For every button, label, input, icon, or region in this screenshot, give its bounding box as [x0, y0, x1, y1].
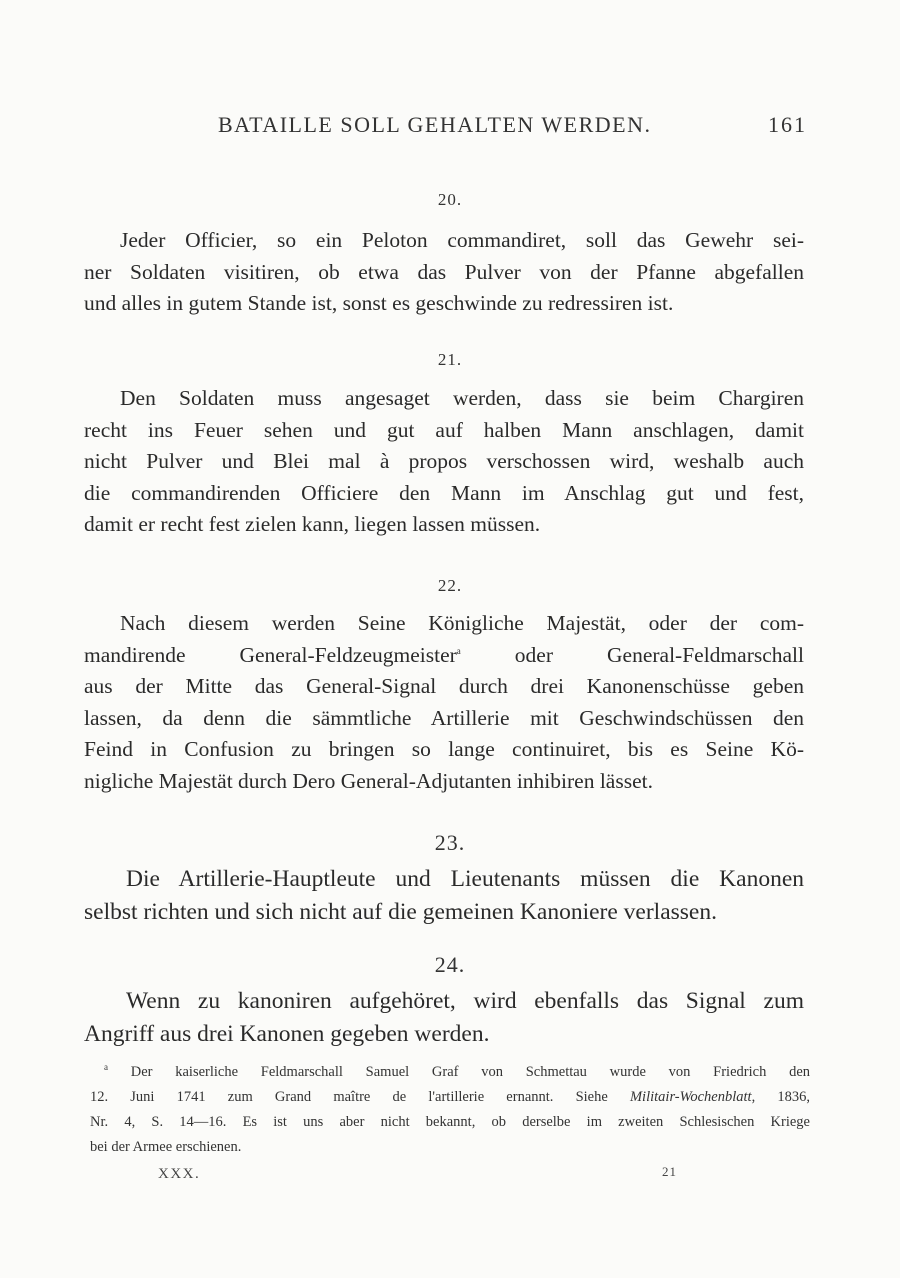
- footnote-line: [90, 1085, 810, 1110]
- paragraph-line: nicht Pulver und Blei mal à propos verschossen wird, weshalb auch: [84, 449, 804, 473]
- paragraph-line: Die Artillerie-Hauptleute und Lieutenants müssen die Kanonen: [126, 866, 804, 892]
- paragraph-line: damit er recht fest zielen kann, liegen lassen müssen.: [84, 512, 541, 536]
- paragraph-line: nigliche Majestät durch Dero General-Adjutanten inhibiren lässet.: [84, 768, 653, 793]
- paragraph-line: Angriff aus drei Kanonen gegeben werden.: [84, 1021, 490, 1047]
- section-22-paragraph: [84, 608, 804, 797]
- section-number-24: 24.: [434, 952, 466, 977]
- paragraph-line: aus der Mitte das General-Signal durch drei Kanonenschüsse geben: [84, 674, 804, 698]
- page-number: 161: [768, 112, 807, 137]
- footnote-citation: Militair-Wochenblatt: [629, 1089, 752, 1105]
- footnote-line: [90, 1060, 810, 1085]
- paragraph-line: ner Soldaten visitiren, ob etwa das Pulver von der Pfanne abgefallen: [84, 259, 804, 284]
- sheet-number: 21: [662, 1164, 677, 1179]
- paragraph-line: lassen, da denn die sämmtliche Artillerie mit Geschwindschüssen den: [84, 705, 804, 730]
- paragraph-line: Nach diesem werden Seine Königliche Majestät, oder der com-: [120, 611, 804, 635]
- footnote-text: Der kaiserliche Feldmarschall Samuel Graf von Schmettau wurde von Friedrich den: [130, 1064, 811, 1080]
- footnote-line: Nr. 4, S. 14—16. Es ist uns aber nicht bekannt, ob derselbe im zweiten Schlesischen Kriege: [90, 1114, 810, 1130]
- running-title: BATAILLE SOLL GEHALTEN WERDEN.: [218, 112, 652, 137]
- footnote-line: bei der Armee erschienen.: [90, 1139, 242, 1155]
- footnote: [90, 1060, 810, 1160]
- running-head: [0, 112, 900, 142]
- paragraph-line: recht ins Feuer sehen und gut auf halben Mann anschlagen, damit: [84, 417, 804, 442]
- footnote-text: 12. Juni 1741 zum Grand maître de l'artillerie ernannt. Siehe: [90, 1089, 630, 1105]
- section-number-23: 23.: [434, 830, 466, 855]
- signature-mark: XXX.: [158, 1166, 201, 1182]
- section-24-paragraph: [84, 985, 804, 1051]
- paragraph-line: selbst richten und sich nicht auf die gemeinen Kanoniere verlassen.: [84, 899, 717, 925]
- section-21-paragraph: [84, 383, 804, 541]
- section-number-22: 22.: [437, 576, 463, 595]
- paragraph-line: Den Soldaten muss angesaget werden, dass sie beim Chargiren: [120, 386, 804, 410]
- paragraph-line: Feind in Confusion zu bringen so lange continuiret, bis es Seine Kö-: [84, 737, 804, 761]
- footnote-marker: a: [104, 1062, 108, 1073]
- section-number-20: 20.: [437, 190, 463, 209]
- paragraph-line: und alles in gutem Stande ist, sonst es geschwinde zu redressiren ist.: [84, 291, 674, 315]
- section-number-21: 21.: [437, 350, 463, 369]
- section-23-paragraph: [84, 863, 804, 929]
- section-20-paragraph: [84, 225, 804, 320]
- paragraph-line: Wenn zu kanoniren aufgehöret, wird ebenfalls das Signal zum: [126, 988, 804, 1014]
- line-segment: mandirende General-Feldzeugmeister: [84, 642, 457, 667]
- line-segment: oder General-Feldmarschall: [514, 642, 805, 667]
- paragraph-line: Jeder Officier, so ein Peloton commandiret, soll das Gewehr sei-: [120, 228, 804, 252]
- paragraph-line: die commandirenden Officiere den Mann im Anschlag gut und fest,: [84, 480, 804, 505]
- footnote-marker: a: [456, 645, 461, 656]
- paragraph-line: [84, 640, 804, 672]
- footnote-text: , 1836,: [751, 1089, 810, 1105]
